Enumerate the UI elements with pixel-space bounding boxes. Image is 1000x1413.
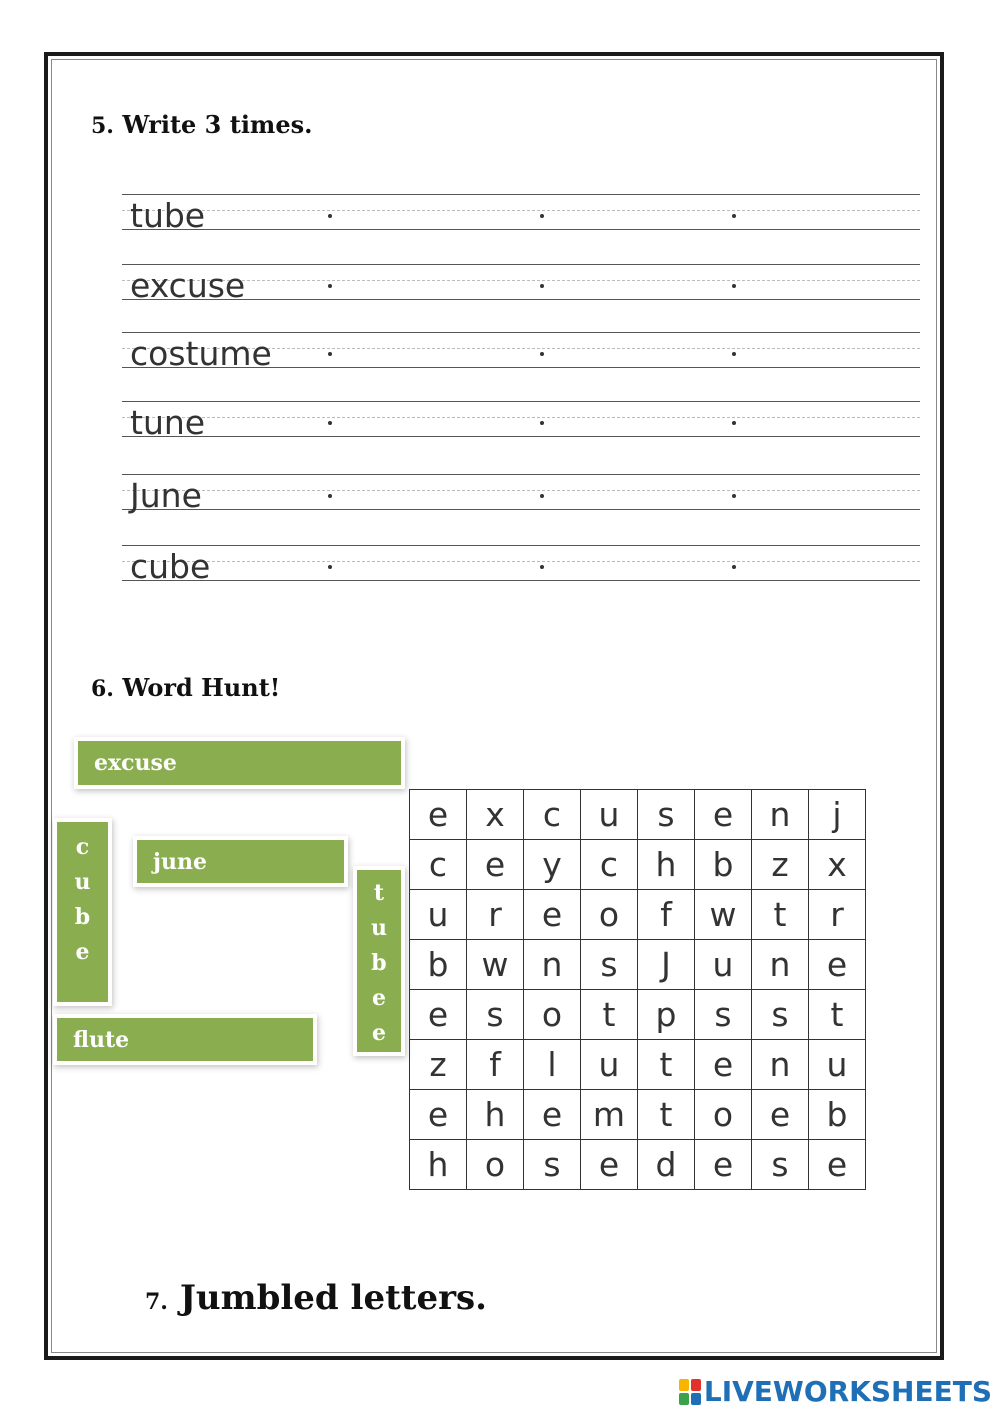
- writing-blank-dot: [732, 494, 736, 498]
- section-6-number: 6.: [91, 676, 114, 702]
- grid-cell[interactable]: b: [695, 840, 752, 890]
- grid-cell[interactable]: e: [524, 1090, 581, 1140]
- tubee-letter: e: [372, 1020, 386, 1046]
- model-word: costume: [130, 334, 272, 373]
- grid-cell[interactable]: e: [410, 790, 467, 840]
- writing-row[interactable]: [122, 545, 920, 586]
- grid-cell[interactable]: o: [695, 1090, 752, 1140]
- writing-blank-dot: [540, 494, 544, 498]
- grid-cell[interactable]: l: [524, 1040, 581, 1090]
- grid-cell[interactable]: n: [752, 1040, 809, 1090]
- logo-text: LIVEWORKSHEETS: [703, 1375, 992, 1408]
- writing-row[interactable]: [122, 332, 920, 373]
- grid-cell[interactable]: h: [410, 1140, 467, 1190]
- grid-row: [410, 840, 866, 890]
- section-6-title: Word Hunt!: [122, 673, 281, 702]
- grid-cell[interactable]: e: [581, 1140, 638, 1190]
- grid-cell[interactable]: w: [695, 890, 752, 940]
- grid-cell[interactable]: t: [638, 1040, 695, 1090]
- writing-mid-line: [122, 490, 920, 491]
- grid-row: [410, 990, 866, 1040]
- tubee-letter: e: [372, 985, 386, 1011]
- grid-cell[interactable]: c: [410, 840, 467, 890]
- grid-cell[interactable]: e: [809, 940, 866, 990]
- word-tag-flute-label: flute: [73, 1026, 130, 1053]
- grid-cell[interactable]: n: [524, 940, 581, 990]
- writing-blank-dot: [328, 421, 332, 425]
- grid-cell[interactable]: r: [467, 890, 524, 940]
- grid-cell[interactable]: n: [752, 940, 809, 990]
- grid-cell[interactable]: o: [524, 990, 581, 1040]
- logo-mark-square: [691, 1379, 701, 1391]
- grid-cell[interactable]: c: [524, 790, 581, 840]
- grid-cell[interactable]: x: [809, 840, 866, 890]
- grid-cell[interactable]: f: [638, 890, 695, 940]
- grid-cell[interactable]: h: [467, 1090, 524, 1140]
- logo-mark-icon: [679, 1379, 701, 1405]
- logo-mark-square: [691, 1393, 701, 1405]
- grid-cell[interactable]: z: [752, 840, 809, 890]
- grid-cell[interactable]: u: [695, 940, 752, 990]
- grid-cell[interactable]: z: [410, 1040, 467, 1090]
- grid-cell[interactable]: s: [581, 940, 638, 990]
- writing-blank-dot: [540, 284, 544, 288]
- section-7-title: Jumbled letters.: [179, 1278, 488, 1318]
- writing-blank-dot: [732, 284, 736, 288]
- writing-blank-dot: [540, 214, 544, 218]
- grid-cell[interactable]: u: [581, 1040, 638, 1090]
- writing-blank-dot: [540, 565, 544, 569]
- grid-cell[interactable]: e: [410, 1090, 467, 1140]
- writing-blank-dot: [540, 352, 544, 356]
- writing-top-line: [122, 545, 920, 546]
- grid-cell[interactable]: e: [809, 1140, 866, 1190]
- word-tag-june[interactable]: [137, 840, 344, 883]
- grid-cell[interactable]: J: [638, 940, 695, 990]
- writing-blank-dot: [328, 214, 332, 218]
- grid-cell[interactable]: d: [638, 1140, 695, 1190]
- model-word: cube: [130, 547, 211, 586]
- grid-cell[interactable]: e: [524, 890, 581, 940]
- writing-blank-dot: [732, 421, 736, 425]
- writing-blank-dot: [328, 284, 332, 288]
- grid-cell[interactable]: e: [695, 1040, 752, 1090]
- logo-mark-square: [679, 1379, 689, 1391]
- word-tag-cube[interactable]: [57, 822, 108, 1002]
- model-word: excuse: [130, 266, 246, 305]
- grid-cell[interactable]: t: [752, 890, 809, 940]
- grid-row: [410, 940, 866, 990]
- grid-cell[interactable]: c: [581, 840, 638, 890]
- writing-top-line: [122, 194, 920, 195]
- writing-blank-dot: [540, 421, 544, 425]
- grid-cell[interactable]: s: [695, 990, 752, 1040]
- section-5-heading: [91, 110, 312, 139]
- section-5-title: Write 3 times.: [122, 110, 313, 139]
- model-word: tune: [130, 403, 206, 442]
- grid-cell[interactable]: e: [752, 1090, 809, 1140]
- writing-top-line: [122, 332, 920, 333]
- writing-mid-line: [122, 561, 920, 562]
- grid-cell[interactable]: t: [809, 990, 866, 1040]
- grid-cell[interactable]: s: [524, 1140, 581, 1190]
- tubee-letter: t: [373, 880, 385, 906]
- cube-letter: u: [74, 869, 91, 895]
- grid-cell[interactable]: m: [581, 1090, 638, 1140]
- grid-cell[interactable]: f: [467, 1040, 524, 1090]
- grid-cell[interactable]: b: [809, 1090, 866, 1140]
- grid-cell[interactable]: y: [524, 840, 581, 890]
- grid-cell[interactable]: x: [467, 790, 524, 840]
- word-search-grid: [409, 789, 866, 1190]
- word-tag-june-label: june: [153, 848, 207, 875]
- writing-mid-line: [122, 210, 920, 211]
- tubee-letter: u: [371, 915, 387, 941]
- section-5-number: 5.: [91, 113, 114, 139]
- writing-row[interactable]: [122, 264, 920, 305]
- word-tag-tubee[interactable]: [357, 870, 401, 1052]
- grid-cell[interactable]: b: [410, 940, 467, 990]
- grid-cell[interactable]: p: [638, 990, 695, 1040]
- grid-cell[interactable]: t: [581, 990, 638, 1040]
- grid-cell[interactable]: s: [752, 1140, 809, 1190]
- writing-blank-dot: [328, 494, 332, 498]
- cube-letter: b: [74, 904, 91, 930]
- grid-row: [410, 1040, 866, 1090]
- writing-blank-dot: [328, 565, 332, 569]
- word-tag-excuse[interactable]: [78, 741, 401, 785]
- section-6-heading: [91, 673, 280, 702]
- writing-row[interactable]: [122, 474, 920, 515]
- grid-cell[interactable]: s: [467, 990, 524, 1040]
- model-word: tube: [130, 196, 206, 235]
- tubee-letter: b: [371, 950, 387, 976]
- liveworksheets-logo[interactable]: [679, 1375, 992, 1408]
- model-word: June: [130, 476, 202, 515]
- grid-cell[interactable]: e: [467, 840, 524, 890]
- grid-cell[interactable]: t: [638, 1090, 695, 1140]
- grid-cell[interactable]: o: [467, 1140, 524, 1190]
- writing-blank-dot: [732, 565, 736, 569]
- writing-base-line: [122, 509, 920, 510]
- grid-cell[interactable]: e: [695, 1140, 752, 1190]
- writing-base-line: [122, 436, 920, 437]
- writing-top-line: [122, 401, 920, 402]
- logo-mark-square: [679, 1393, 689, 1405]
- grid-cell[interactable]: n: [752, 790, 809, 840]
- grid-cell[interactable]: u: [410, 890, 467, 940]
- grid-cell[interactable]: e: [410, 990, 467, 1040]
- grid-cell[interactable]: u: [809, 1040, 866, 1090]
- writing-row[interactable]: [122, 194, 920, 235]
- writing-row[interactable]: [122, 401, 920, 442]
- writing-base-line: [122, 229, 920, 230]
- writing-blank-dot: [732, 214, 736, 218]
- grid-row: [410, 1140, 866, 1190]
- writing-mid-line: [122, 417, 920, 418]
- writing-top-line: [122, 474, 920, 475]
- grid-row: [410, 890, 866, 940]
- writing-blank-dot: [732, 352, 736, 356]
- word-tag-flute[interactable]: [57, 1018, 313, 1061]
- grid-cell[interactable]: u: [581, 790, 638, 840]
- grid-cell[interactable]: s: [638, 790, 695, 840]
- grid-cell[interactable]: j: [809, 790, 866, 840]
- grid-cell[interactable]: s: [752, 990, 809, 1040]
- writing-blank-dot: [328, 352, 332, 356]
- cube-letter: c: [75, 834, 90, 860]
- grid-cell[interactable]: w: [467, 940, 524, 990]
- grid-row: [410, 790, 866, 840]
- grid-row: [410, 1090, 866, 1140]
- section-7-number: 7.: [145, 1289, 168, 1315]
- grid-cell[interactable]: h: [638, 840, 695, 890]
- grid-cell[interactable]: o: [581, 890, 638, 940]
- writing-base-line: [122, 580, 920, 581]
- word-tag-excuse-label: excuse: [94, 750, 177, 776]
- grid-cell[interactable]: e: [695, 790, 752, 840]
- writing-top-line: [122, 264, 920, 265]
- cube-letter: e: [75, 939, 90, 965]
- grid-cell[interactable]: r: [809, 890, 866, 940]
- section-7-heading: [145, 1278, 487, 1318]
